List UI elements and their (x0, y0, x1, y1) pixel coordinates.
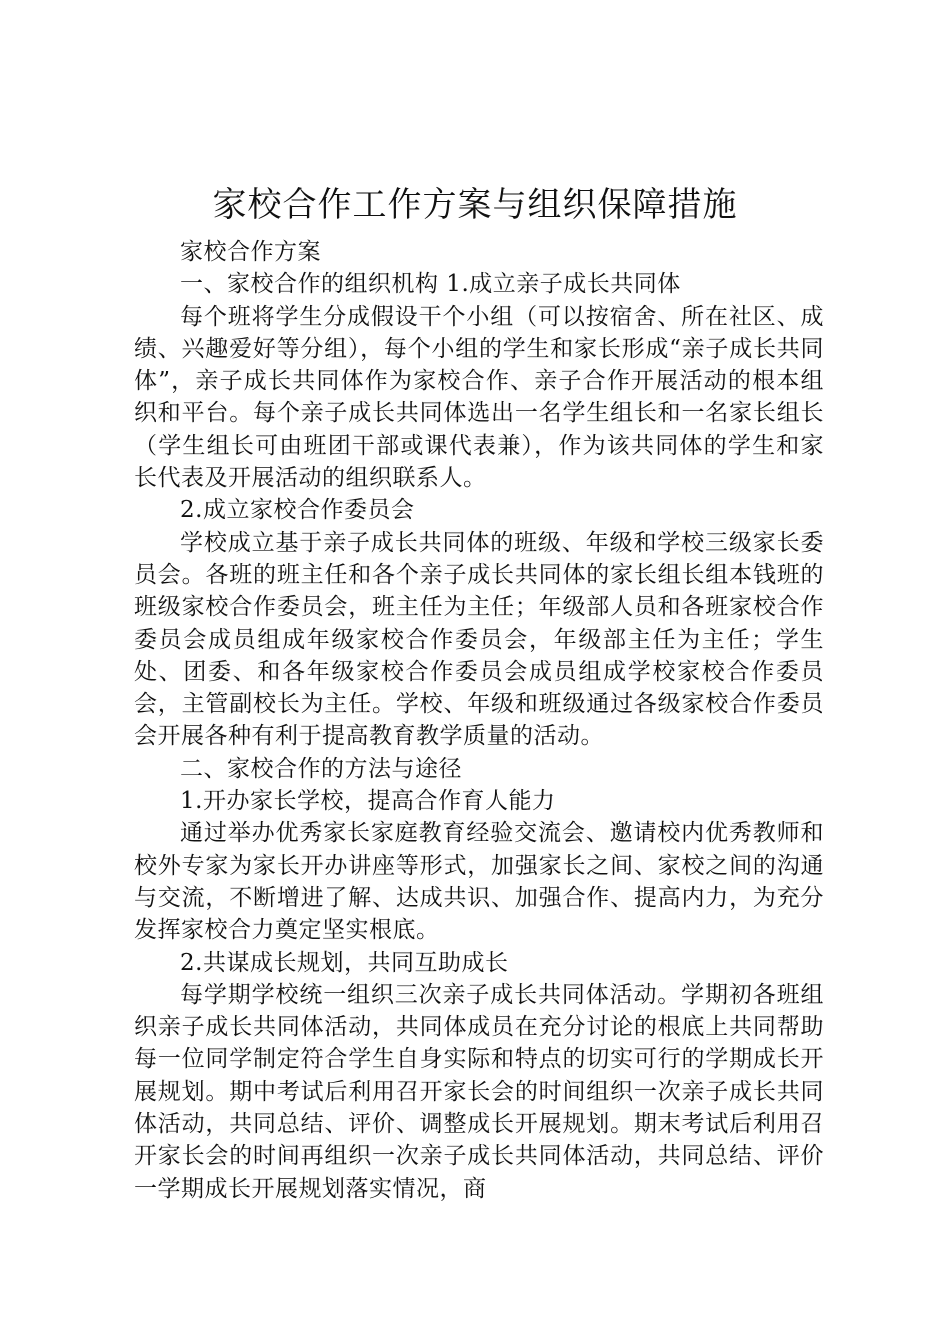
paragraph-parent-school-heading: 1.开办家长学校，提高合作育人能力 (180, 788, 556, 815)
paragraph-committee-body: 学校成立基于亲子成长共同体的班级、年级和学校三级家长委员会。各班的班主任和各个亲子成长共同体的家长组长组本钱班的班级家校合作委员会，班主任为主任；年级部人员和各班家校合作委员会成员组成年级家校合作委员会，年级部主任为主任；学生处、团委、和各年级家校合作委员会成员组成学校家校合作委员会，主管副校长为主任。学校、年级和班级通过各级家校合作委员会开展各种有利于提高教育教学质量的活动。 (134, 529, 824, 750)
paragraph-parent-school-body: 通过举办优秀家长家庭教育经验交流会、邀请校内优秀教师和校外专家为家长开办讲座等形式，加强家长之间、家校之间的沟通与交流，不断增进了解、达成共识、加强合作、提高内力，为充分发挥家校合力奠定坚实根底。 (134, 820, 824, 944)
paragraph-parent-child-community: 每个班将学生分成假设干个小组（可以按宿舍、所在社区、成绩、兴趣爱好等分组），每个小组的学生和家长形成“亲子成长共同体”，亲子成长共同体作为家校合作、亲子合作开展活动的根本组织和平台。每个亲子成长共同体选出一名学生组长和一名家长组长（学生组长可由班团干部或课代表兼），作为该共同体的学生和家长代表及开展活动的组织联系人。 (134, 303, 824, 492)
document-title: 家校合作工作方案与组织保障措施 (212, 185, 738, 225)
paragraph-section-one-heading: 一、家校合作的组织机构 1.成立亲子成长共同体 (180, 271, 681, 298)
paragraph-growth-plan-heading: 2.共谋成长规划，共同互助成长 (180, 949, 509, 976)
paragraph-committee-heading: 2.成立家校合作委员会 (180, 497, 415, 524)
paragraph-growth-plan-body: 每学期学校统一组织三次亲子成长共同体活动。学期初各班组织亲子成长共同体活动，共同体成员在充分讨论的根底上共同帮助每一位同学制定符合学生自身实际和特点的切实可行的学期成长开展规划。期中考试后利用召开家长会的时间组织一次亲子成长共同体活动，共同总结、评价、调整成长开展规划。期末考试后利用召开家长会的时间再组织一次亲子成长共同体活动，共同总结、评价一学期成长开展规划落实情况，商 (134, 981, 824, 1202)
paragraph-plan-heading: 家校合作方案 (180, 239, 321, 265)
document-body (134, 236, 824, 1205)
paragraph-section-two-heading: 二、家校合作的方法与途径 (180, 755, 462, 782)
